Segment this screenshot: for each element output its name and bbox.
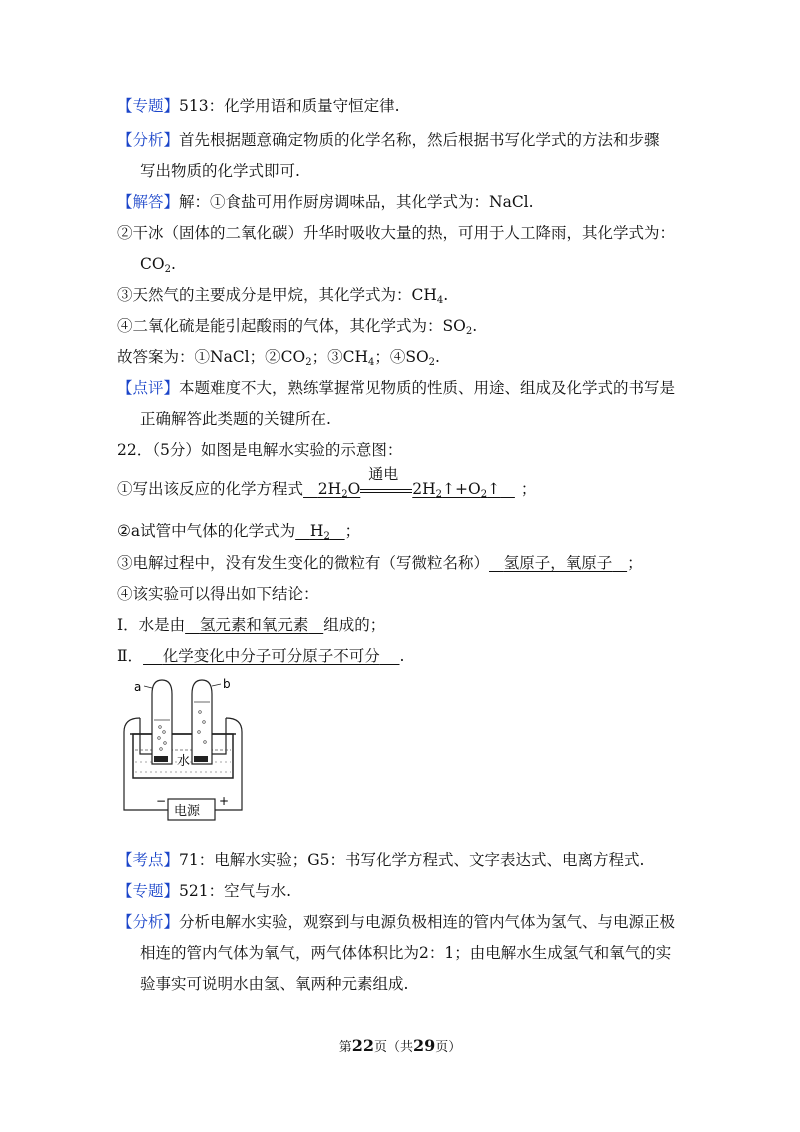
topic-tag: 【专题】 [117, 882, 180, 900]
label-minus: − [156, 794, 167, 808]
conclusion-line [117, 584, 319, 604]
conclusion-1-prefix: Ⅰ．水是由 [117, 616, 186, 634]
label-b: b [223, 677, 231, 691]
final-text: ；④SO [374, 348, 429, 366]
analysis-text-cont: 相连的管内气体为氧气，两气体体积比为2：1；由电解水生成氢气和氧气的实 [140, 944, 672, 962]
eq-part: ↑ [487, 480, 501, 498]
analysis-line-2-3 [140, 974, 408, 994]
analysis-line-2-1 [117, 912, 675, 932]
label-a: a [134, 680, 142, 694]
answer-line-5 [117, 316, 477, 342]
question-title: 22．（5分）如图是电解水实验的示意图： [117, 441, 403, 459]
analysis-text-cont: 验事实可说明水由氢、氧两种元素组成. [140, 975, 409, 993]
subscript: 2 [465, 326, 473, 337]
footer-text: 页（共 [373, 1040, 413, 1055]
answer-text-2: ②干冰（固体的二氧化碳）升华时吸收大量的热，可用于人工降雨，其化学式为： [117, 224, 676, 242]
point-text: 71：电解水实验；G5：书写化学方程式、文字表达式、电离方程式. [179, 851, 645, 869]
equation-answer [303, 465, 515, 500]
punctuation: ； [520, 480, 537, 498]
gas-prompt: ②a试管中气体的化学式为 [117, 522, 296, 540]
punctuation: ； [627, 554, 643, 572]
particle-answer-wrap [489, 554, 627, 572]
analysis-tag: 【分析】 [117, 913, 180, 931]
period: . [170, 255, 176, 273]
period: . [443, 286, 449, 304]
comment-line-2 [140, 409, 331, 429]
formula-co2: CO [140, 255, 165, 273]
analysis-text: 首先根据题意确定物质的化学名称，然后根据书写化学式的方法和步骤 [179, 131, 660, 149]
final-answer-line [117, 347, 440, 373]
footer-text: 页） [435, 1040, 462, 1055]
footer-text: 第 [338, 1040, 352, 1055]
answer-line-2 [117, 223, 675, 243]
subscript: 2 [305, 357, 312, 368]
conclusion-2-answer-wrap [143, 647, 399, 665]
electrolysis-diagram [120, 672, 255, 822]
conclusion-2-answer: 化学变化中分子可分原子不可分 [162, 647, 380, 665]
page-footer [0, 1036, 800, 1055]
conclusion-1 [117, 615, 385, 635]
page-number: 22 [351, 1036, 374, 1055]
conclusion-2 [117, 646, 404, 666]
subscript: 4 [367, 357, 375, 368]
point-line [117, 850, 644, 870]
eq-part: O [347, 480, 361, 498]
gas-answer [295, 522, 344, 540]
power-supply-label: 电源 [174, 804, 201, 819]
reaction-arrow [360, 465, 412, 499]
eq-part: 2H [412, 480, 436, 498]
subscript: 2 [435, 489, 443, 500]
topic-line-2 [117, 881, 291, 901]
subscript: 2 [428, 357, 436, 368]
comment-tag: 【点评】 [117, 379, 180, 397]
answer-line-1 [117, 192, 534, 212]
subscript: 2 [341, 489, 348, 500]
particle-prompt: ③电解过程中，没有发生变化的微粒有（写微粒名称） [117, 554, 490, 572]
conclusion-2-prefix: Ⅱ． [117, 647, 144, 665]
particle-answer: 氢原子，氧原子 [503, 554, 613, 572]
subscript: 2 [480, 489, 488, 500]
answer-text-4: ③天然气的主要成分是甲烷，其化学式为：CH [117, 286, 437, 304]
gas-line [117, 521, 360, 547]
subscript: 2 [164, 264, 171, 275]
label-plus: + [219, 794, 230, 808]
conclusion-1-end: 组成的； [323, 616, 386, 634]
particle-line [117, 553, 643, 573]
conclusion-1-answer-wrap [185, 616, 323, 634]
page-total: 29 [413, 1036, 436, 1055]
answer-text: 解：①食盐可用作厨房调味品，其化学式为：NaCl. [179, 193, 534, 211]
comment-text: 本题难度不大，熟练掌握常见物质的性质、用途、组成及化学式的书写是 [179, 379, 676, 397]
analysis-line-1 [117, 130, 660, 150]
eq-part: ↑+O [442, 480, 481, 498]
analysis-line-2 [140, 161, 300, 181]
period: . [472, 317, 478, 335]
comment-line-1 [117, 378, 675, 398]
analysis-text-cont: 写出物质的化学式即可. [140, 162, 300, 180]
analysis-tag: 【分析】 [117, 131, 180, 149]
subscript: 4 [436, 295, 444, 306]
conclusion-1-answer: 氢元素和氧元素 [199, 616, 309, 634]
answer-text-5: ④二氧化硫是能引起酸雨的气体，其化学式为：SO [117, 317, 466, 335]
topic-text: 513：化学用语和质量守恒定律. [179, 97, 400, 115]
eq-part: 2H [317, 480, 342, 498]
reaction-condition: 通电 [368, 465, 399, 483]
point-tag: 【考点】 [117, 851, 180, 869]
equation-line [117, 465, 537, 505]
label-water: 水 [177, 754, 191, 769]
conclusion-2-end: . [399, 647, 405, 665]
answer-line-3 [140, 254, 176, 280]
topic-text: 521：空气与水. [179, 882, 292, 900]
answer-line-4 [117, 285, 448, 311]
answer-tag: 【解答】 [117, 193, 180, 211]
final-text: . [435, 348, 440, 366]
topic-tag: 【专题】 [117, 97, 180, 115]
comment-text-cont: 正确解答此类题的关键所在. [140, 410, 331, 428]
analysis-line-2-2 [140, 943, 671, 963]
punctuation: ； [344, 522, 361, 540]
final-text: ；③CH [311, 348, 368, 366]
subscript: 2 [323, 531, 330, 542]
conclusion-prompt: ④该实验可以得出如下结论： [117, 585, 319, 603]
analysis-text: 分析电解水实验，观察到与电源负极相连的管内气体为氢气、与电源正极 [179, 913, 676, 931]
final-text: 故答案为：①NaCl；②CO [117, 348, 306, 366]
equation-prompt: ①写出该反应的化学方程式 [117, 480, 304, 498]
gas-formula: H [309, 522, 324, 540]
topic-line-1 [117, 96, 400, 116]
question-22-header [117, 440, 402, 460]
